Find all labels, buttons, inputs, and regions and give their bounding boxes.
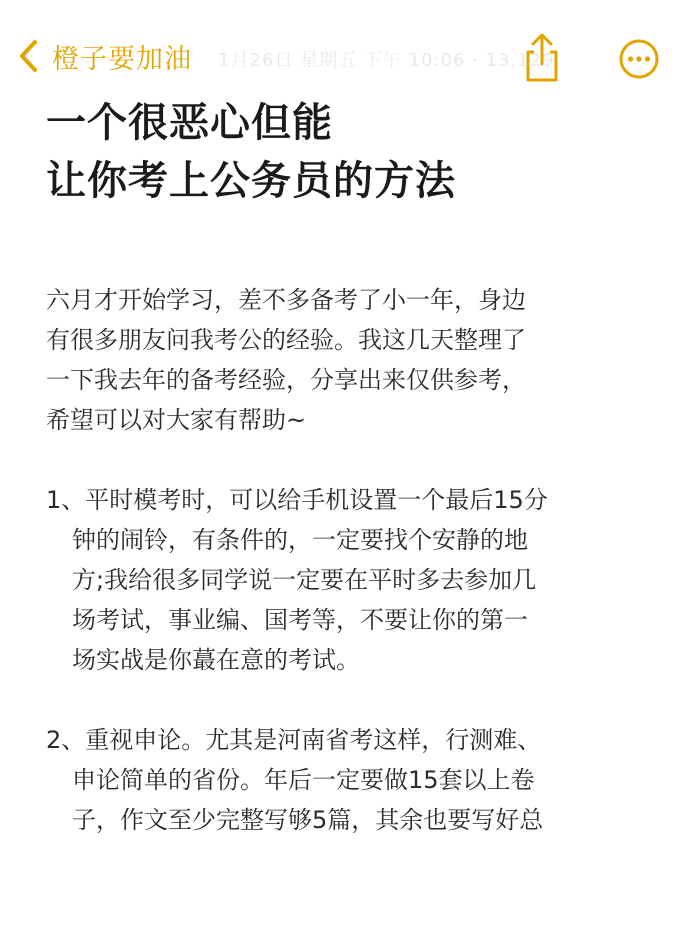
note-title — [46, 94, 656, 210]
text-line: 有很多朋友问我考公的经验。我这几天整理了 — [46, 326, 526, 354]
text-line: 子，作文至少完整写够5篇，其余也要写好总 — [72, 806, 544, 834]
back-label: 橙子要加油 — [52, 43, 192, 75]
note-meta: 1月26日 星期五 下午 10:06 · 13,129 — [218, 50, 555, 71]
share-icon — [520, 69, 564, 88]
more-icon — [618, 65, 660, 84]
text-line: 六月才开始学习，差不多备考了小一年，身边 — [46, 286, 526, 314]
text-line: 申论简单的省份。年后一定要做15套以上卷 — [72, 766, 535, 794]
list-item-1 — [46, 480, 646, 680]
text-line: 一下我去年的备考经验，分享出来仅供参考， — [46, 366, 526, 394]
text-line: 1、平时模考时，可以给手机设置一个最后15分 — [46, 486, 548, 514]
list-item-2 — [46, 720, 646, 840]
navigation-bar — [0, 26, 690, 90]
text-line: 场考试，事业编、国考等，不要让你的第一 — [72, 606, 528, 634]
back-button[interactable] — [12, 32, 212, 80]
more-button[interactable] — [618, 38, 660, 80]
text-line: 钟的闹铃，有条件的，一定要找个安静的地 — [72, 526, 528, 554]
title-line-2: 让你考上公务员的方法 — [46, 158, 456, 204]
title-line-1: 一个很恶心但能 — [46, 100, 333, 146]
text-line: 方;我给很多同学说一定要在平时多去参加几 — [72, 566, 537, 594]
text-line: 场实战是你蕞在意的考试。 — [72, 646, 360, 674]
intro-paragraph — [46, 280, 646, 440]
chevron-left-icon — [12, 32, 46, 80]
text-line: 希望可以对大家有帮助~ — [46, 406, 307, 434]
text-line: 2、重视申论。尤其是河南省考这样，行测难、 — [46, 726, 542, 754]
note-body — [46, 280, 646, 880]
share-button[interactable] — [520, 32, 564, 84]
